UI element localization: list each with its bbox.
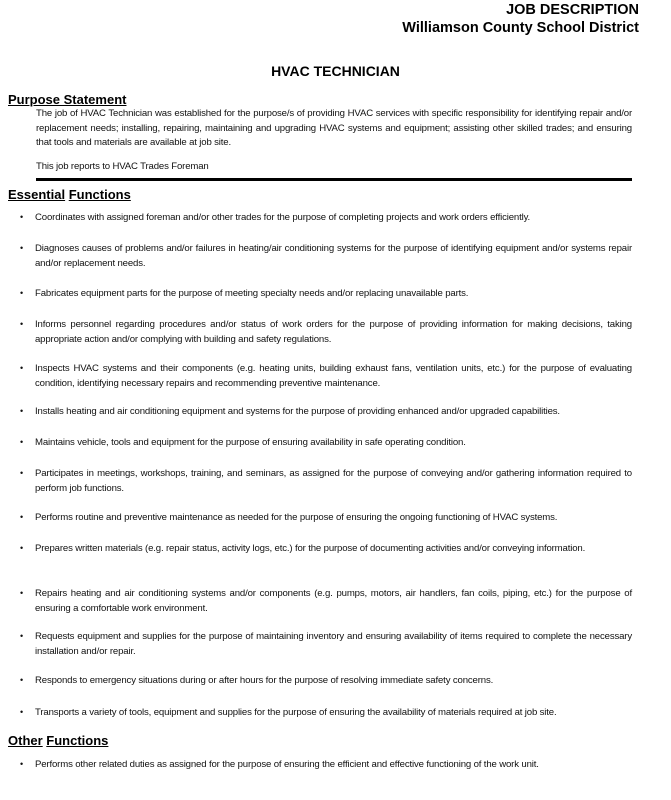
essential-function-item: • Inspects HVAC systems and their components (e.g. heating units, building exhaust fans, ventilation units, etc.) for the purpose of evaluating condition, identifying necessary repairs and recommending preventive maintenance. xyxy=(20,363,632,389)
bullet-icon: • xyxy=(20,759,24,769)
section-divider xyxy=(36,178,632,181)
organization-name: Williamson County School District xyxy=(402,20,639,36)
essential-function-item: • Transports a variety of tools, equipment and supplies for the purpose of ensuring the availability of materials required at job site. xyxy=(20,707,557,718)
essential-function-item: • Fabricates equipment parts for the purpose of meeting specialty needs and/or replacing unavailable parts. xyxy=(20,288,469,299)
essential-function-item: • Participates in meetings, workshops, training, and seminars, as assigned for the purpose of conveying and/or gathering information required to perform job functions. xyxy=(20,468,632,494)
bullet-icon: • xyxy=(20,707,24,717)
purpose-statement-heading: Purpose Statement xyxy=(8,92,127,107)
other-function-item: • Performs other related duties as assigned for the purpose of ensuring the efficient and effective functioning of the work unit. xyxy=(20,759,539,770)
essential-functions-heading: Essential Functions xyxy=(8,187,131,202)
bullet-icon: • xyxy=(20,363,24,373)
essential-function-item: • Coordinates with assigned foreman and/or other trades for the purpose of completing projects and work orders efficiently. xyxy=(20,212,531,223)
bullet-icon: • xyxy=(20,288,24,298)
bullet-icon: • xyxy=(20,437,24,447)
purpose-statement-body: The job of HVAC Technician was established for the purpose/s of providing HVAC services with specific responsibility for identifying repair and/or replacement needs; installing, repairing, maintaining and upgrading HVAC systems and equipment; assisting other skilled trades; and ensuring that tools and materials are available at job site. xyxy=(36,108,632,148)
essential-function-item: • Prepares written materials (e.g. repair status, activity logs, etc.) for the purpose of documenting activities and/or conveying information. xyxy=(20,543,586,554)
job-title: HVAC TECHNICIAN xyxy=(271,63,400,79)
document-header xyxy=(402,1,639,37)
essential-function-item: • Requests equipment and supplies for the purpose of maintaining inventory and ensuring availability of items required to complete the necessary installation and/or repair. xyxy=(20,631,632,657)
bullet-icon: • xyxy=(20,319,24,329)
essential-function-item: • Diagnoses causes of problems and/or failures in heating/air conditioning systems for the purpose of identifying equipment and/or systems repair and/or replacement needs. xyxy=(20,243,632,269)
bullet-icon: • xyxy=(20,675,24,685)
bullet-icon: • xyxy=(20,468,24,478)
bullet-icon: • xyxy=(20,588,24,598)
bullet-icon: • xyxy=(20,406,24,416)
bullet-icon: • xyxy=(20,512,24,522)
document-type-label: JOB DESCRIPTION xyxy=(506,2,639,18)
reports-to-text: This job reports to HVAC Trades Foreman xyxy=(36,161,209,172)
bullet-icon: • xyxy=(20,212,24,222)
essential-function-item: • Performs routine and preventive maintenance as needed for the purpose of ensuring the ongoing functioning of HVAC systems. xyxy=(20,512,558,523)
essential-function-item: • Responds to emergency situations during or after hours for the purpose of resolving immediate safety concerns. xyxy=(20,675,494,686)
essential-function-item: • Informs personnel regarding procedures and/or status of work orders for the purpose of providing information for making decisions, taking appropriate action and/or complying with building and safety regulations. xyxy=(20,319,632,345)
bullet-icon: • xyxy=(20,543,24,553)
other-functions-heading: Other Functions xyxy=(8,733,109,748)
essential-function-item: • Maintains vehicle, tools and equipment for the purpose of ensuring availability in safe operating condition. xyxy=(20,437,466,448)
bullet-icon: • xyxy=(20,631,24,641)
bullet-icon: • xyxy=(20,243,24,253)
essential-function-item: • Installs heating and air conditioning equipment and systems for the purpose of providing enhanced and/or upgraded capabilities. xyxy=(20,406,560,417)
essential-function-item: • Repairs heating and air conditioning systems and/or components (e.g. pumps, motors, air handlers, fan coils, piping, etc.) for the purpose of ensuring a comfortable work environment. xyxy=(20,588,632,614)
